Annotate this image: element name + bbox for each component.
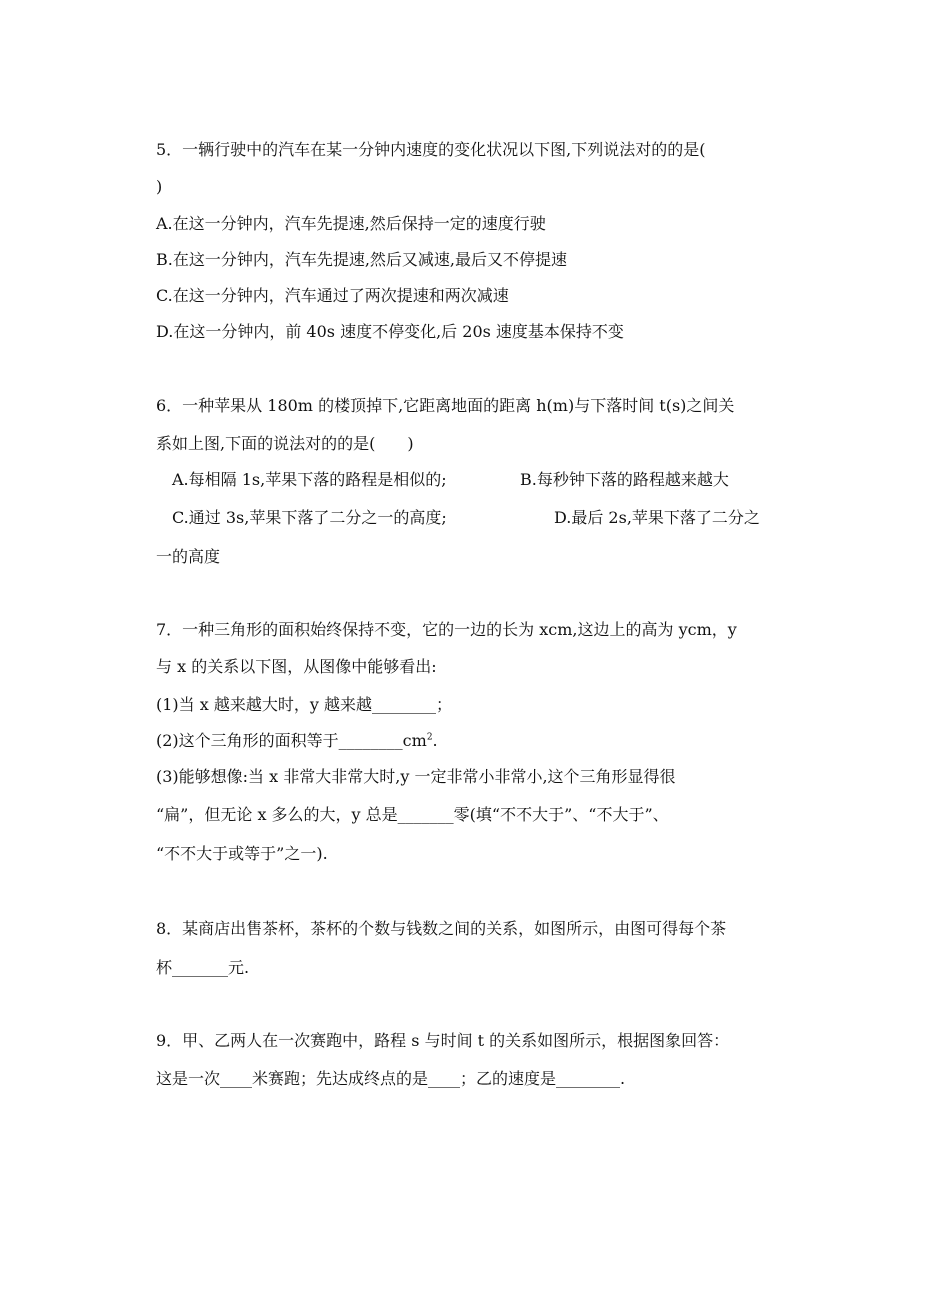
q7-part-3-line-2: “扁”，但无论 x 多么的大，y 总是_______零(填“不不大于”、“不大于”、	[156, 805, 669, 824]
q7-part-2-text: (2)这个三角形的面积等于________cm	[156, 731, 427, 750]
q7-part-2-superscript: 2	[426, 732, 433, 743]
q7-part-2-end: .	[432, 731, 438, 750]
q6-option-d-continued: 一的高度	[156, 547, 221, 566]
q5-option-b: B.在这一分钟内，汽车先提速,然后又减速,最后又不停提速	[156, 250, 568, 269]
q8-stem-line-1: 8．某商店出售茶杯，茶杯的个数与钱数之间的关系，如图所示，由图可得每个茶	[156, 919, 727, 938]
q5-option-c: C.在这一分钟内，汽车通过了两次提速和两次减速	[156, 286, 509, 305]
q7-part-2	[156, 731, 438, 751]
q5-stem-line-2: )	[156, 177, 163, 196]
q9-stem-line-1: 9．甲、乙两人在一次赛跑中，路程 s 与时间 t 的关系如图所示，根据图象回答：	[156, 1031, 730, 1050]
q7-part-1: (1)当 x 越来越大时，y 越来越________；	[156, 695, 452, 714]
q6-stem-line-1: 6．一种苹果从 180m 的楼顶掉下,它距离地面的距离 h(m)与下落时间 t(s)之间关	[156, 396, 735, 415]
q6-option-a: A.每相隔 1s,苹果下落的路程是相似的;	[172, 470, 447, 489]
q8-stem-line-2: 杯_______元.	[156, 958, 250, 977]
q6-option-b: B.每秒钟下落的路程越来越大	[520, 470, 729, 489]
q6-option-c: C.通过 3s,苹果下落了二分之一的高度;	[172, 508, 447, 527]
q9-stem-line-2: 这是一次____米赛跑；先达成终点的是____；乙的速度是________.	[156, 1069, 626, 1088]
q7-stem-line-1: 7．一种三角形的面积始终保持不变，它的一边的长为 xcm,这边上的高为 ycm，y	[156, 620, 737, 639]
q6-option-d: D.最后 2s,苹果下落了二分之	[554, 508, 760, 527]
q7-part-3-line-3: “不不大于或等于”之一).	[156, 844, 328, 863]
q5-option-a: A.在这一分钟内，汽车先提速,然后保持一定的速度行驶	[156, 214, 546, 233]
q6-stem-line-2: 系如上图,下面的说法对的的是( )	[156, 434, 414, 453]
q5-stem-line-1: 5．一辆行驶中的汽车在某一分钟内速度的变化状况以下图,下列说法对的的是(	[156, 140, 706, 159]
q7-stem-line-2: 与 x 的关系以下图，从图像中能够看出:	[156, 657, 437, 676]
q5-option-d: D.在这一分钟内，前 40s 速度不停变化,后 20s 速度基本保持不变	[156, 322, 624, 341]
q7-part-3-line-1: (3)能够想像:当 x 非常大非常大时,y 一定非常小非常小,这个三角形显得很	[156, 767, 676, 786]
